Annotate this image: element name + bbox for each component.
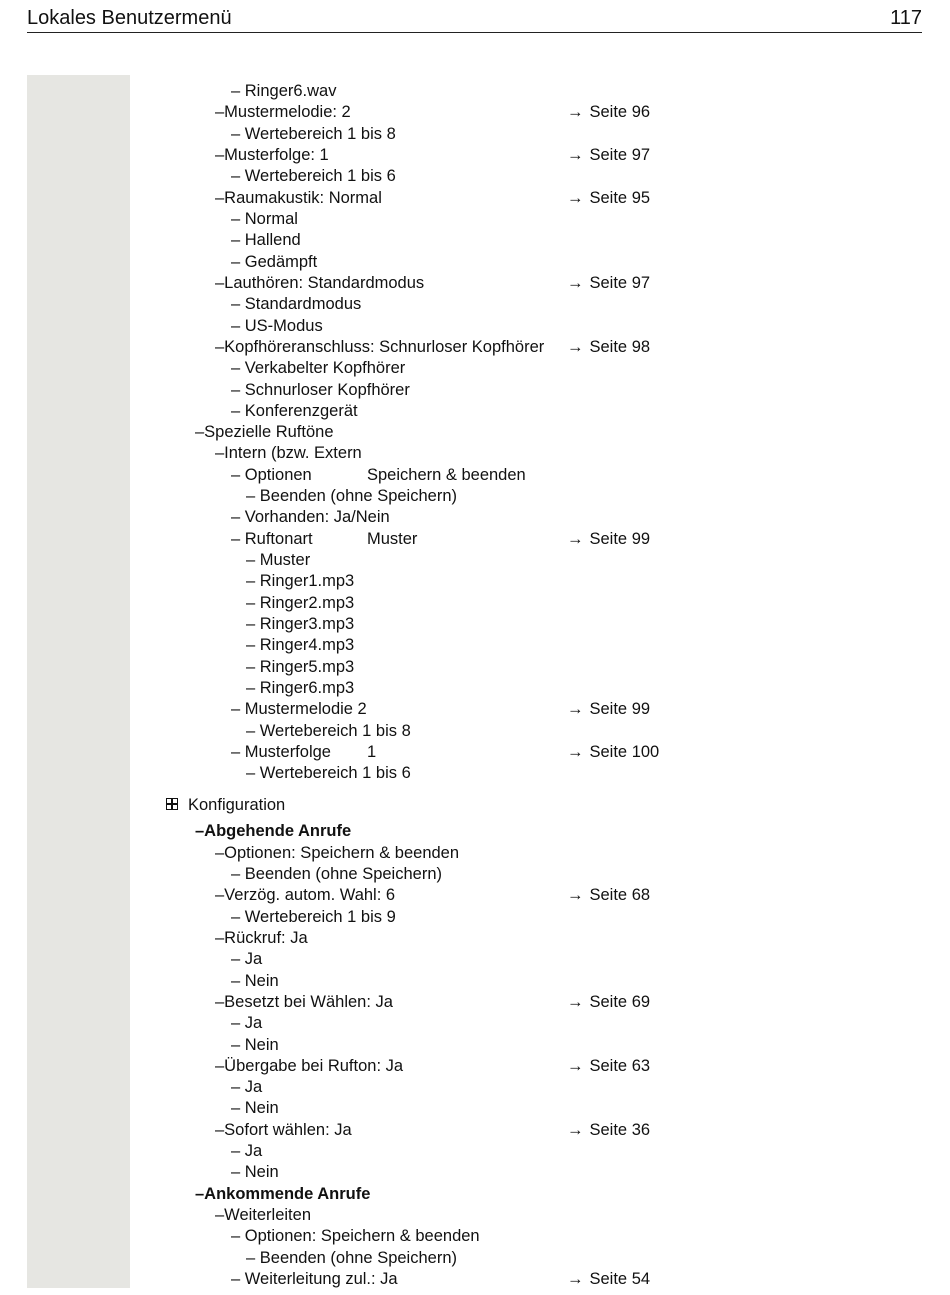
menu-entry-label: – Wertebereich 1 bis 8	[231, 125, 396, 143]
menu-entry-label: –Mustermelodie: 2	[215, 103, 351, 121]
page-reference-label: Seite 68	[589, 886, 651, 904]
page-reference-label: Seite 95	[589, 189, 651, 207]
page-reference	[567, 273, 650, 293]
menu-entry-label: – Nein	[231, 1163, 279, 1181]
menu-entry-value: Muster	[367, 530, 418, 548]
page-reference	[567, 1120, 650, 1140]
menu-entry-label: – Ja	[231, 1014, 263, 1032]
menu-entry-label: – Ringer6.mp3	[246, 679, 355, 697]
menu-entry-label: –Lauthören: Standardmodus	[215, 274, 425, 292]
arrow-right-icon: →	[567, 1270, 584, 1288]
page-reference	[567, 1056, 650, 1076]
menu-entry-label: –Rückruf: Ja	[215, 929, 308, 947]
page-reference	[567, 145, 650, 165]
page-reference-label: Seite 99	[589, 530, 651, 548]
page-reference-label: Seite 69	[589, 993, 651, 1011]
plus-box-icon	[166, 798, 178, 810]
menu-entry-label: – Nein	[231, 972, 279, 990]
menu-entry-value: Speichern & beenden	[367, 466, 526, 484]
menu-entry-label: – Ja	[231, 950, 263, 968]
menu-entry-label: – Ringer5.mp3	[246, 658, 355, 676]
menu-entry-label: – Wertebereich 1 bis 9	[231, 908, 396, 926]
page-number: 117	[890, 7, 922, 29]
menu-entry-label: – Muster	[246, 551, 311, 569]
menu-entry-label: –Weiterleiten	[215, 1206, 311, 1224]
arrow-right-icon: →	[567, 886, 584, 904]
menu-entry-label: – Ringer1.mp3	[246, 572, 355, 590]
arrow-right-icon: →	[567, 1057, 584, 1075]
menu-entry-label: –Spezielle Ruftöne	[195, 423, 334, 441]
menu-entry-label: – Weiterleitung zul.: Ja	[231, 1270, 398, 1288]
menu-entry-label: – Ringer2.mp3	[246, 594, 355, 612]
arrow-right-icon: →	[567, 189, 584, 207]
page-reference-label: Seite 63	[589, 1057, 651, 1075]
page-reference	[567, 742, 659, 762]
left-margin-bar	[27, 75, 130, 1288]
arrow-right-icon: →	[567, 338, 584, 356]
menu-entry-label: –Besetzt bei Wählen: Ja	[215, 993, 393, 1011]
arrow-right-icon: →	[567, 530, 584, 548]
menu-entry-label: – Wertebereich 1 bis 8	[246, 722, 411, 740]
page-reference	[567, 337, 650, 357]
menu-entry-label: – Nein	[231, 1036, 279, 1054]
menu-entry-label: – Konferenzgerät	[231, 402, 358, 420]
menu-entry-label: –Abgehende Anrufe	[195, 822, 352, 840]
menu-entry-label: – Wertebereich 1 bis 6	[231, 167, 396, 185]
arrow-right-icon: →	[567, 1121, 584, 1139]
arrow-right-icon: →	[567, 274, 584, 292]
page-reference	[567, 885, 650, 905]
menu-entry-label: – Musterfolge	[231, 743, 331, 761]
page-reference-label: Seite 54	[589, 1270, 651, 1288]
page-reference-label: Seite 100	[589, 743, 660, 761]
page-reference	[567, 1269, 650, 1289]
menu-entry-label: Konfiguration	[188, 796, 286, 814]
menu-entry-label: – Beenden (ohne Speichern)	[231, 865, 442, 883]
menu-entry-label: – Standardmodus	[231, 295, 362, 313]
menu-entry-label: – Verkabelter Kopfhörer	[231, 359, 406, 377]
menu-entry-label: –Sofort wählen: Ja	[215, 1121, 352, 1139]
menu-entry-label: – Vorhanden: Ja/Nein	[231, 508, 390, 526]
menu-entry-label: – Gedämpft	[231, 253, 318, 271]
menu-entry-label: –Verzög. autom. Wahl: 6	[215, 886, 396, 904]
menu-entry-value: 1	[367, 743, 377, 761]
menu-entry-label: – Ruftonart	[231, 530, 313, 548]
page-reference-label: Seite 96	[589, 103, 651, 121]
menu-entry-label: – Optionen: Speichern & beenden	[231, 1227, 480, 1245]
menu-entry-label: – Hallend	[231, 231, 301, 249]
menu-entry-label: – Optionen	[231, 466, 312, 484]
menu-entry-label: – Beenden (ohne Speichern)	[246, 1249, 457, 1267]
menu-entry-label: – Mustermelodie 2	[231, 700, 367, 718]
arrow-right-icon: →	[567, 743, 584, 761]
page-reference	[567, 529, 650, 549]
menu-entry-label: – Ja	[231, 1078, 263, 1096]
page-reference	[567, 699, 650, 719]
page-reference-label: Seite 97	[589, 146, 651, 164]
menu-entry-label: – Ja	[231, 1142, 263, 1160]
menu-entry-label: –Übergabe bei Rufton: Ja	[215, 1057, 404, 1075]
page-reference-label: Seite 97	[589, 274, 651, 292]
arrow-right-icon: →	[567, 103, 584, 121]
page-reference	[567, 992, 650, 1012]
menu-entry-label: – US-Modus	[231, 317, 323, 335]
menu-entry-label: –Kopfhöreranschluss: Schnurloser Kopfhörer	[215, 338, 545, 356]
menu-entry-label: – Ringer6.wav	[231, 82, 337, 100]
page-title: Lokales Benutzermenü	[27, 7, 232, 29]
menu-entry-label: – Ringer4.mp3	[246, 636, 355, 654]
menu-entry-label: – Wertebereich 1 bis 6	[246, 764, 411, 782]
page-reference	[567, 188, 650, 208]
arrow-right-icon: →	[567, 700, 584, 718]
menu-entry-label: –Raumakustik: Normal	[215, 189, 382, 207]
menu-entry-label: – Beenden (ohne Speichern)	[246, 487, 457, 505]
menu-entry-label: – Schnurloser Kopfhörer	[231, 381, 410, 399]
menu-entry-label: –Optionen: Speichern & beenden	[215, 844, 460, 862]
menu-entry-label: –Ankommende Anrufe	[195, 1185, 371, 1203]
page-reference-label: Seite 36	[589, 1121, 651, 1139]
menu-entry-label: – Normal	[231, 210, 298, 228]
menu-entry-label: – Ringer3.mp3	[246, 615, 355, 633]
page-header	[27, 4, 922, 33]
arrow-right-icon: →	[567, 993, 584, 1011]
page-reference	[567, 102, 650, 122]
arrow-right-icon: →	[567, 146, 584, 164]
page-reference-label: Seite 99	[589, 700, 651, 718]
menu-entry-label: – Nein	[231, 1099, 279, 1117]
menu-entry-label: –Musterfolge: 1	[215, 146, 329, 164]
menu-entry-label: –Intern (bzw. Extern	[215, 444, 362, 462]
page-reference-label: Seite 98	[589, 338, 651, 356]
